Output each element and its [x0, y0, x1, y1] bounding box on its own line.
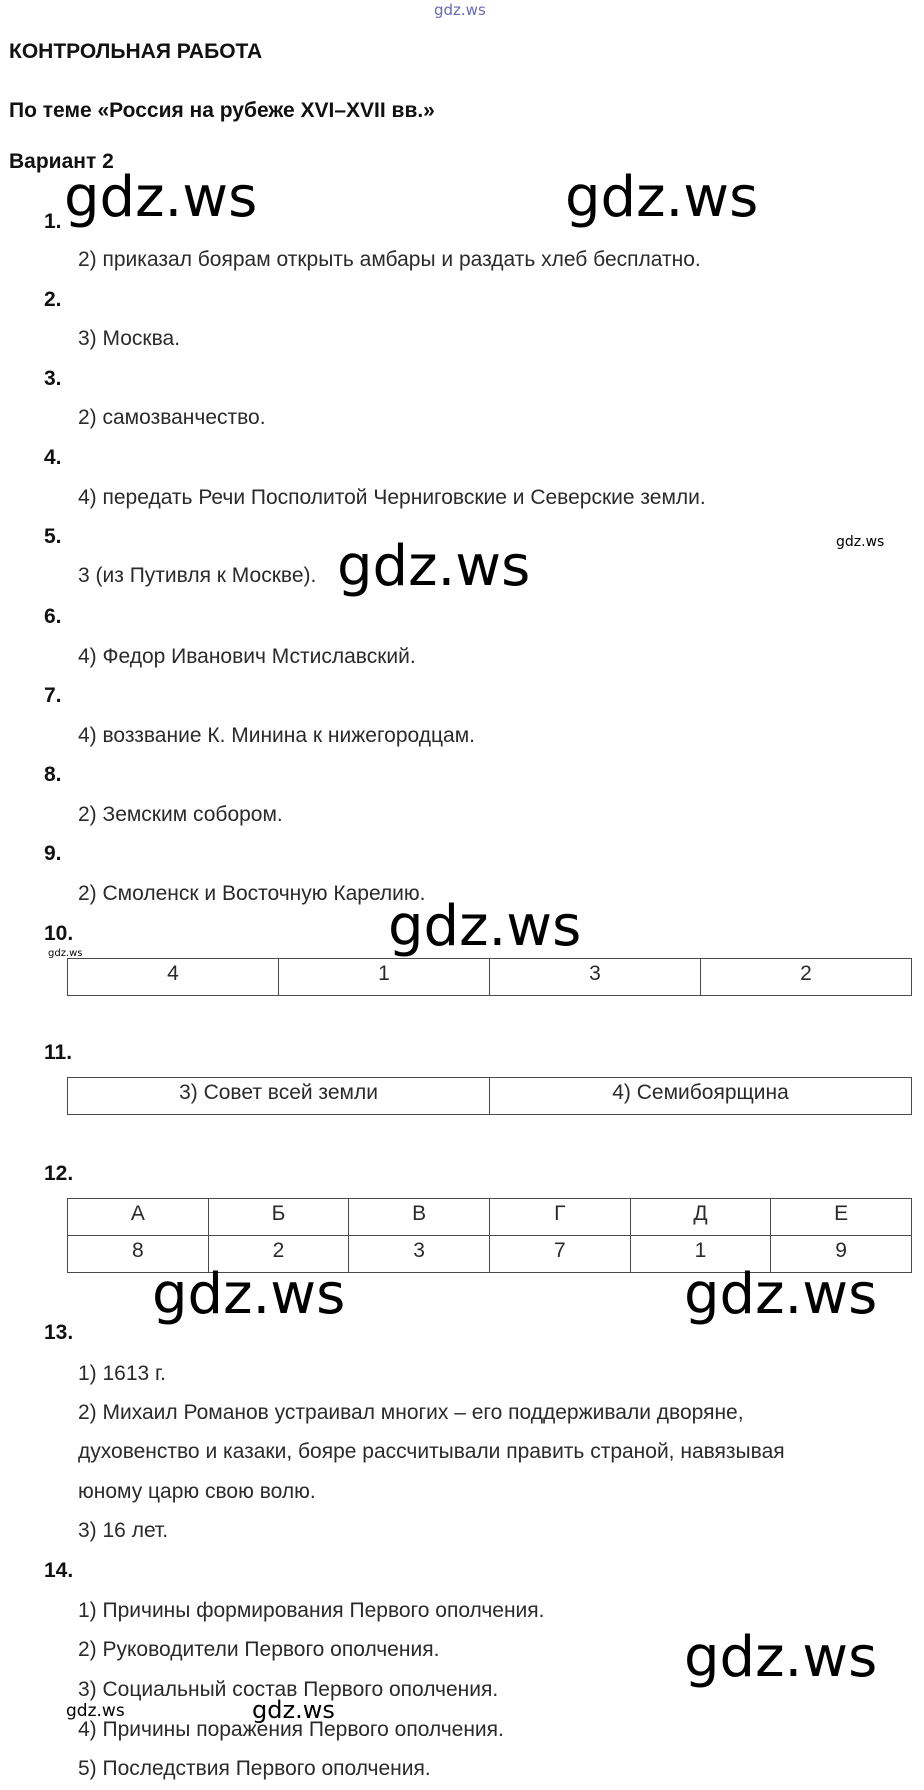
q10-cell-1: 4: [68, 959, 279, 996]
q7-number: 7.: [44, 684, 62, 707]
q6-number: 6.: [44, 605, 62, 628]
q14-number: 14.: [44, 1559, 74, 1582]
q3-answer: 2) самозванчество.: [78, 406, 266, 429]
q10-table: [67, 958, 912, 996]
watermark: gdz.ws: [252, 1696, 335, 1724]
q4-answer: 4) передать Речи Посполитой Черниговские и Северские земли.: [78, 486, 706, 509]
q10-cell-3: 3: [490, 959, 701, 996]
q8-number: 8.: [44, 763, 62, 786]
watermark-top: gdz.ws: [434, 1, 486, 19]
q4-number: 4.: [44, 446, 62, 469]
q5-number: 5.: [44, 525, 62, 548]
watermark: gdz.ws: [684, 1625, 878, 1690]
q12-value-g: 7: [489, 1236, 630, 1273]
q14-line-2: 2) Руководители Первого ополчения.: [78, 1638, 440, 1661]
q13-number: 13.: [44, 1321, 74, 1344]
q7-answer: 4) воззвание К. Минина к нижегородцам.: [78, 724, 475, 747]
watermark: gdz.ws: [684, 1262, 878, 1327]
q2-number: 2.: [44, 288, 62, 311]
q13-line-1: 1) 1613 г.: [78, 1362, 166, 1385]
q12-number: 12.: [44, 1162, 74, 1185]
q11-cell-1: 3) Совет всей земли: [68, 1078, 490, 1115]
q5-answer: 3 (из Путивля к Москве).: [78, 564, 317, 587]
q12-value-e: 9: [771, 1236, 912, 1273]
watermark: gdz.ws: [565, 165, 759, 230]
q12-value-b: 2: [208, 1236, 349, 1273]
q3-number: 3.: [44, 367, 62, 390]
q8-answer: 2) Земским собором.: [78, 803, 283, 826]
q10-cell-4: 2: [701, 959, 912, 996]
table-row: [68, 959, 912, 996]
q12-header-d: Д: [630, 1199, 771, 1236]
watermark: gdz.ws: [48, 948, 83, 959]
q14-line-4: 4) Причины поражения Первого ополчения.: [78, 1718, 504, 1741]
q10-number: 10.: [44, 922, 74, 945]
q12-header-b: Б: [208, 1199, 349, 1236]
document-topic: По теме «Россия на рубеже XVI–XVII вв.»: [9, 99, 435, 122]
q2-answer: 3) Москва.: [78, 327, 181, 350]
q11-table: [67, 1077, 912, 1115]
watermark: gdz.ws: [64, 165, 258, 230]
q13-line-4: юному царю свою волю.: [78, 1480, 316, 1503]
document-title: КОНТРОЛЬНАЯ РАБОТА: [9, 40, 263, 63]
q1-number: 1.: [44, 210, 62, 233]
q12-header-v: В: [349, 1199, 490, 1236]
q12-header-e: Е: [771, 1199, 912, 1236]
q12-header-a: А: [68, 1199, 209, 1236]
watermark: gdz.ws: [388, 894, 582, 959]
q9-answer: 2) Смоленск и Восточную Карелию.: [78, 882, 426, 905]
watermark: gdz.ws: [836, 534, 885, 550]
watermark: gdz.ws: [152, 1262, 346, 1327]
q14-line-1: 1) Причины формирования Первого ополчения.: [78, 1599, 545, 1622]
watermark: gdz.ws: [337, 534, 531, 599]
q14-line-3: 3) Социальный состав Первого ополчения.: [78, 1678, 499, 1701]
q12-value-d: 1: [630, 1236, 771, 1273]
q12-value-v: 3: [349, 1236, 490, 1273]
q10-cell-2: 1: [279, 959, 490, 996]
q11-number: 11.: [44, 1041, 73, 1064]
q1-answer: 2) приказал боярам открыть амбары и раздать хлеб бесплатно.: [78, 248, 701, 271]
watermark: gdz.ws: [66, 1701, 125, 1721]
q13-line-3: духовенство и казаки, бояре рассчитывали править страной, навязывая: [78, 1440, 785, 1463]
table-row: [68, 1078, 912, 1115]
variant-label: Вариант 2: [9, 150, 114, 173]
q6-answer: 4) Федор Иванович Мстиславский.: [78, 645, 416, 668]
q13-line-5: 3) 16 лет.: [78, 1519, 169, 1542]
q13-line-2: 2) Михаил Романов устраивал многих – его поддерживали дворяне,: [78, 1401, 744, 1424]
q9-number: 9.: [44, 842, 62, 865]
table-header-row: [68, 1199, 912, 1236]
q12-value-a: 8: [68, 1236, 209, 1273]
q12-header-g: Г: [489, 1199, 630, 1236]
q14-line-5: 5) Последствия Первого ополчения.: [78, 1757, 431, 1780]
q11-cell-2: 4) Семибоярщина: [490, 1078, 912, 1115]
